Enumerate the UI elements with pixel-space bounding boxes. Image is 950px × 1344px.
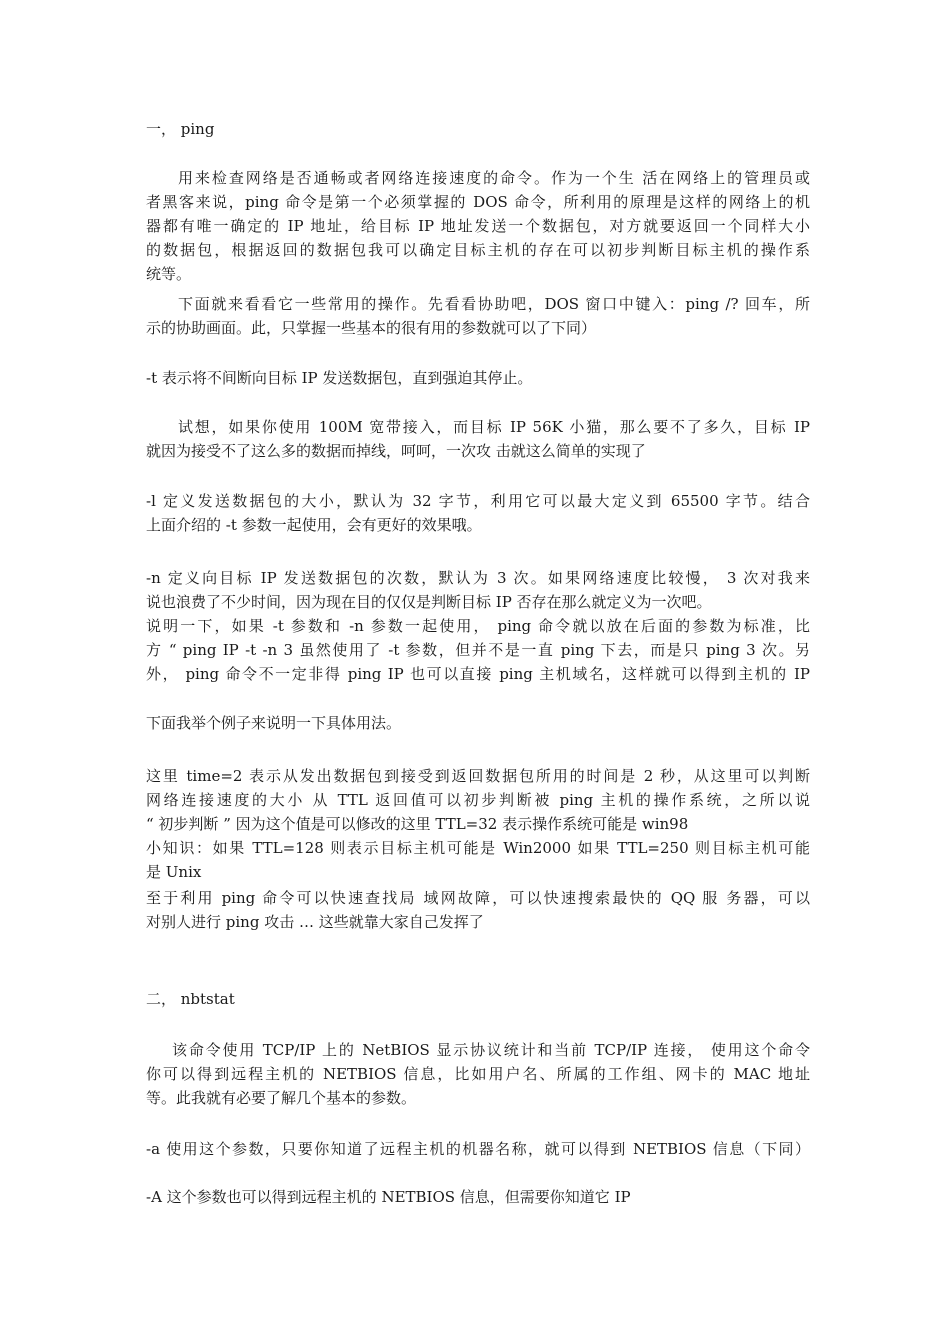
section1-help-line-2: 示的协助画面。此，只掌握一些基本的很有用的参数就可以了下同）: [146, 319, 597, 337]
time-ttl-line-5: 是 Unix: [146, 863, 202, 881]
time-ttl-line-4: 小知识：如果 TTL=128 则表示目标主机可能是 Win2000 如果 TTL=250 则目标主机可能: [146, 839, 810, 857]
param-n-line-1: -n 定义向目标 IP 发送数据包的次数，默认为 3 次。如果网络速度比较慢， 3 次对我来: [146, 569, 810, 587]
param-n-line-4: 方 “ ping IP -t -n 3 虽然使用了 -t 参数，但并不是一直 ping 下去，而是只 ping 3 次。另: [146, 641, 810, 659]
time-ttl-line-3: “ 初步判断 ” 因为这个值是可以修改的这里 TTL=32 表示操作系统可能是 win98: [146, 815, 689, 833]
time-ttl-line-6: 至于利用 ping 命令可以快速查找局 域网故障，可以快速搜索最快的 QQ 服 务器，可以: [146, 889, 810, 907]
section1-intro-line-4: 的数据包，根据返回的数据包我可以确定目标主机的存在可以初步判断目标主机的操作系: [146, 241, 810, 259]
param-n-line-2: 说也浪费了不少时间，因为现在目的仅仅是判断目标 IP 否存在那么就定义为一次吧。: [146, 593, 712, 611]
section1-intro-line-2: 者黑客来说，ping 命令是第一个必须掌握的 DOS 命令，所利用的原理是这样的网络上的机: [146, 193, 810, 211]
param-n-line-3: 说明一下，如果 -t 参数和 -n 参数一起使用， ping 命令就以放在后面的参数为标准，比: [146, 617, 810, 635]
example-t-line-1: 试想，如果你使用 100M 宽带接入，而目标 IP 56K 小猫，那么要不了多久，目标 IP: [178, 418, 810, 436]
param-A-text: -A 这个参数也可以得到远程主机的 NETBIOS 信息，但需要你知道它 IP: [146, 1188, 631, 1206]
time-ttl-line-7: 对别人进行 ping 攻击 … 这些就靠大家自己发挥了: [146, 913, 484, 931]
document-page: [146, 0, 810, 1344]
param-l-line-2: 上面介绍的 -t 参数一起使用，会有更好的效果哦。: [146, 516, 482, 534]
section1-intro-line-1: 用来检查网络是否通畅或者网络连接速度的命令。作为一个生 活在网络上的管理员或: [178, 169, 810, 187]
section1-heading: 一， ping: [146, 120, 215, 138]
example-intro-text: 下面我举个例子来说明一下具体用法。: [146, 714, 402, 732]
section1-intro-line-3: 器都有唯一确定的 IP 地址，给目标 IP 地址发送一个数据包，对方就要返回一个同样大小: [146, 217, 810, 235]
param-a-text: -a 使用这个参数，只要你知道了远程主机的机器名称，就可以得到 NETBIOS 信息（下同）: [146, 1140, 810, 1158]
section1-help-line-1: 下面就来看看它一些常用的操作。先看看协助吧，DOS 窗口中键入：ping /? 回车，所: [178, 295, 810, 313]
section2-intro-line-3: 等。此我就有必要了解几个基本的参数。: [146, 1089, 417, 1107]
example-t-line-2: 就因为接受不了这么多的数据而掉线，呵呵，一次攻 击就这么简单的实现了: [146, 442, 646, 460]
param-l-line-1: -l 定义发送数据包的大小，默认为 32 字节，利用它可以最大定义到 65500 字节。结合: [146, 492, 810, 510]
time-ttl-line-2: 网络连接速度的大小 从 TTL 返回值可以初步判断被 ping 主机的操作系统，之所以说: [146, 791, 810, 809]
param-n-line-5: 外， ping 命令不一定非得 ping IP 也可以直接 ping 主机域名，这样就可以得到主机的 IP: [146, 665, 810, 683]
section2-heading: 二， nbtstat: [146, 990, 235, 1008]
section2-intro-line-1: 该命令使用 TCP/IP 上的 NetBIOS 显示协议统计和当前 TCP/IP 连接， 使用这个命令: [172, 1041, 810, 1059]
section2-intro-line-2: 你可以得到远程主机的 NETBIOS 信息，比如用户名、所属的工作组、网卡的 MAC 地址: [146, 1065, 810, 1083]
param-t-text: -t 表示将不间断向目标 IP 发送数据包，直到强迫其停止。: [146, 369, 533, 387]
time-ttl-line-1: 这里 time=2 表示从发出数据包到接受到返回数据包所用的时间是 2 秒，从这里可以判断: [146, 767, 810, 785]
section1-intro-line-5: 统等。: [146, 265, 192, 283]
